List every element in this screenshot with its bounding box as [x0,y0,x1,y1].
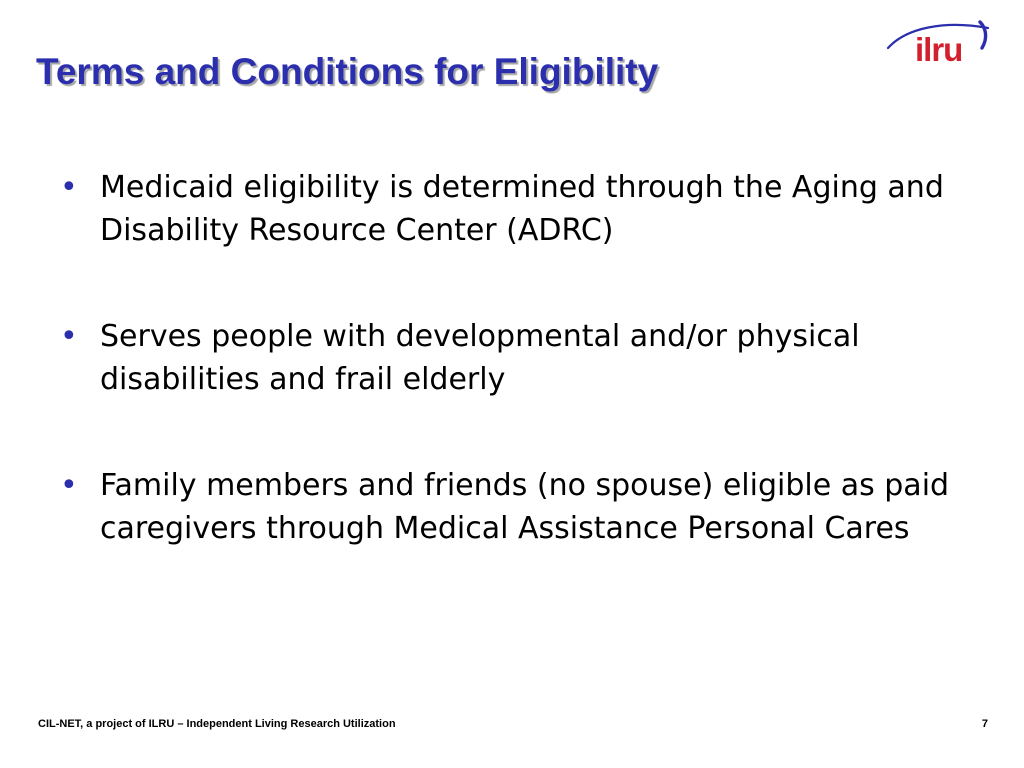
slide-title: Terms and Conditions for Eligibility [36,51,659,92]
footer-credit: CIL-NET, a project of ILRU – Independent Living Research Utilization [38,718,396,730]
bullet-marker: • [60,170,78,205]
bullet-text: Medicaid eligibility is determined through the Aging and Disability Resource Center (ADRC) [100,170,944,248]
bullet-item [60,464,980,550]
bullet-list [60,166,980,613]
bullet-text: Serves people with developmental and/or physical disabilities and frail elderly [100,319,860,397]
bullet-marker: • [60,468,78,503]
logo-text: ilru [915,31,963,68]
bullet-text: Family members and friends (no spouse) eligible as paid caregivers through Medical Assistance Personal Cares [100,468,950,546]
page-number: 7 [981,718,988,730]
bullet-item [60,166,980,252]
ilru-logo [884,14,996,76]
bullet-item [60,315,980,401]
bullet-marker: • [60,319,78,354]
